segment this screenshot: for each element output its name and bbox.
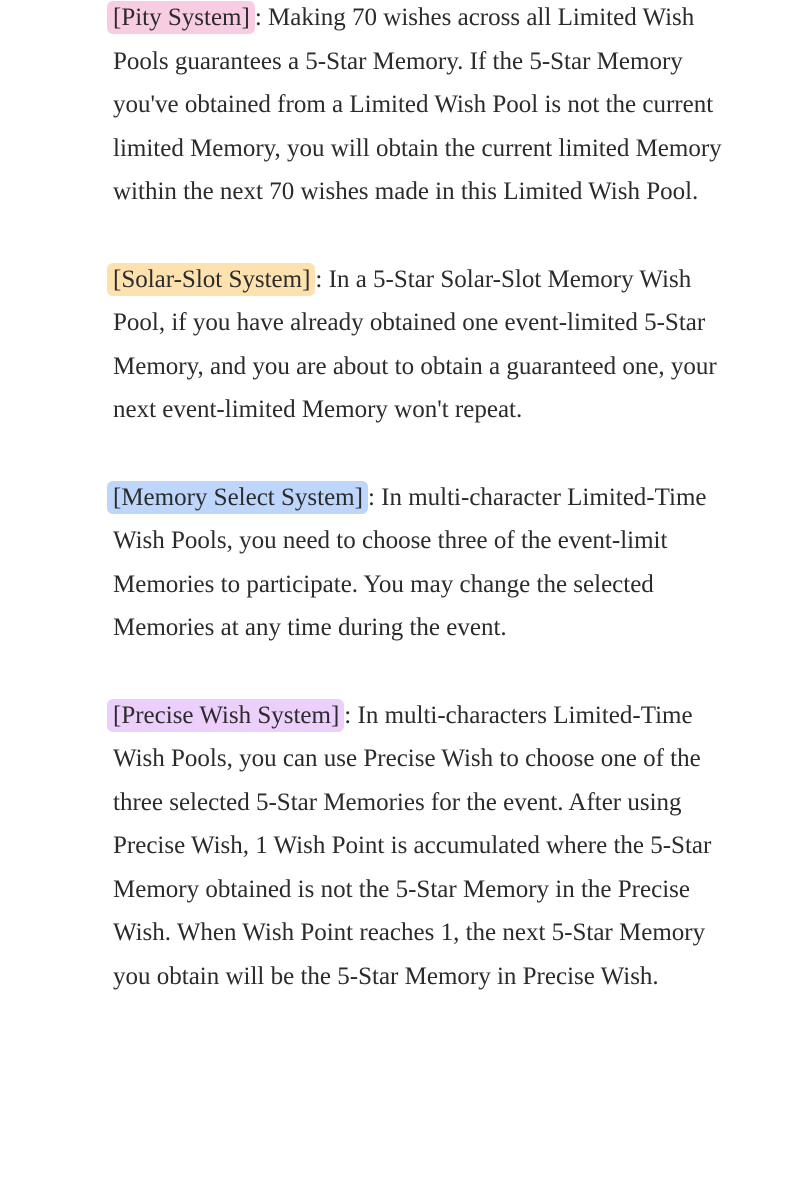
pity-system-text: : Making 70 wishes across all Limited Wish Pools guarantees a 5-Star Memory. If the 5-Star Memory you've obtained from a Limited Wish Pool is not the current limited Memory, you will obtain the current limited Memory within the next 70 wishes made in this Limited Wish Pool. <box>113 4 722 206</box>
solar-slot-system-paragraph <box>113 258 723 432</box>
solar-slot-system-text: : In a 5-Star Solar-Slot Memory Wish Pool, if you have already obtained one event-limited 5-Star Memory, and you are about to obtain a guaranteed one, your next event-limited Memory won't repeat. <box>113 265 717 424</box>
memory-select-system-paragraph <box>113 476 723 650</box>
pity-system-paragraph <box>113 0 723 214</box>
precise-wish-system-text: : In multi-characters Limited-Time Wish Pools, you can use Precise Wish to choose one of the three selected 5-Star Memories for the event. After using Precise Wish, 1 Wish Point is accumulated where the 5-Star Memory obtained is not the 5-Star Memory in the Precise Wish. When Wish Point reaches 1, the next 5-Star Memory you obtain will be the 5-Star Memory in Precise Wish. <box>113 701 712 991</box>
solar-slot-system-label: [Solar-Slot System] <box>107 263 315 296</box>
pity-system-label: [Pity System] <box>107 1 255 34</box>
precise-wish-system-label: [Precise Wish System] <box>107 699 344 732</box>
memory-select-system-label: [Memory Select System] <box>107 481 368 514</box>
memory-select-system-text: : In multi-character Limited-Time Wish Pools, you need to choose three of the event-limit Memories to participate. You may change the selected Memories at any time during the event. <box>113 483 707 642</box>
document-body <box>113 0 723 999</box>
precise-wish-system-paragraph <box>113 694 723 999</box>
